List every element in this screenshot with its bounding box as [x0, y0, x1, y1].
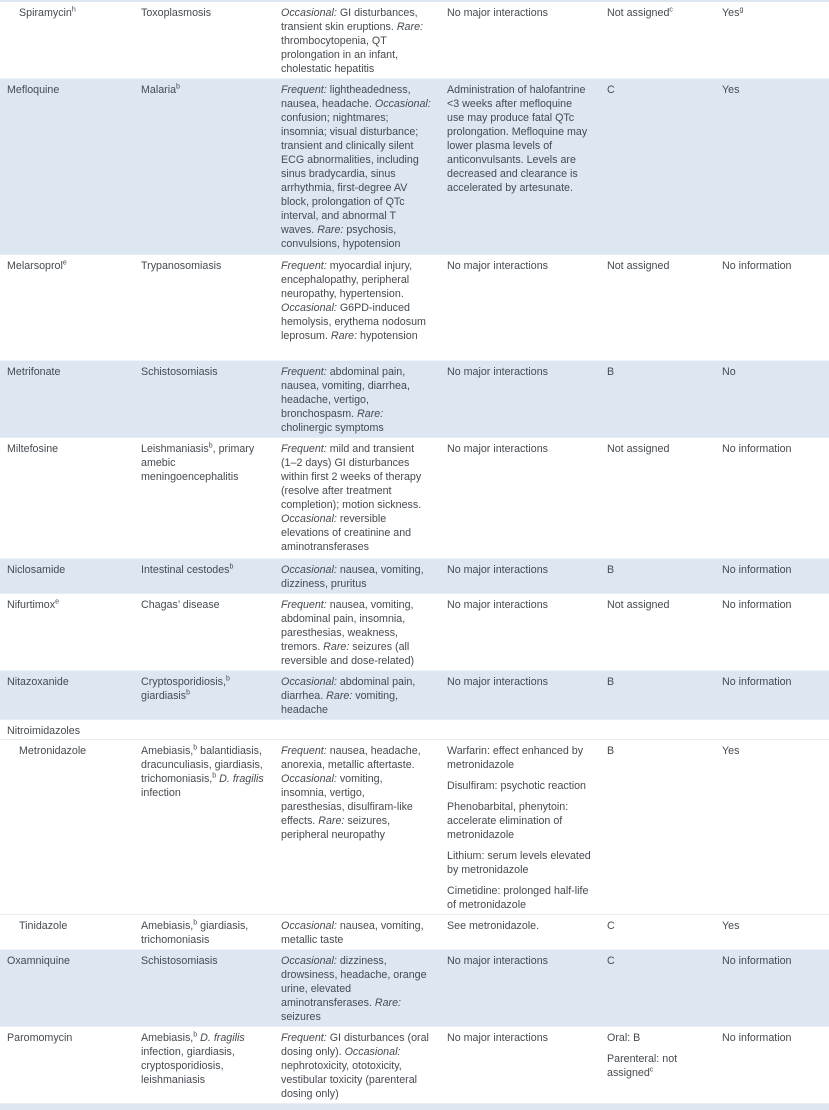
indication-cell: Toxoplasmosis [141, 7, 212, 19]
drug-name-cell: Nifurtimox$^e$ [7, 598, 60, 611]
indication-cell: Amebiasis,$^b$ giardiasis, trichomoniasis [141, 919, 249, 946]
adverse-effects-cell: Occasional: GI disturbances, transient skin eruptions. Rare: thrombocytopenia, QT prolongation in an infant, cholestatic hepatitis [281, 7, 423, 75]
table-row-melarsoprol [0, 254, 829, 360]
drug-interactions-cell: No major interactions [447, 7, 548, 19]
table-row-metrifonate [0, 360, 829, 437]
indication-cell: Leishmaniasis$^b$, primary amebic meningoencephalitis [141, 442, 255, 483]
pregnancy-category-cell: Not assigned [607, 599, 670, 611]
pregnancy-category-cell: B [607, 366, 615, 378]
drug-name-cell: Nitazoxanide [7, 676, 69, 688]
adverse-effects-cell: Occasional: dizziness, drowsiness, headache, orange urine, elevated aminotransferases. Rare: seizures [281, 955, 427, 1023]
breastfeeding-cell: Yes$^g$ [722, 6, 744, 19]
pregnancy-category-cell: B [607, 564, 615, 576]
drug-name-cell: Miltefosine [7, 443, 59, 455]
drug-interactions-cell: No major interactions [447, 599, 548, 611]
breastfeeding-cell [715, 720, 829, 739]
pregnancy-category-cell: B [607, 745, 615, 757]
drug-interactions-cell: No major interactions [447, 1032, 548, 1044]
indication-cell: Trypanosomiasis [141, 260, 222, 272]
indication-cell [134, 720, 274, 739]
adverse-effects-cell: Occasional: nausea, vomiting, dizziness, pruritus [281, 564, 424, 590]
pregnancy-category-cell [600, 720, 715, 739]
table-row-niclosamide [0, 558, 829, 593]
table-row-oxamniquine [0, 949, 829, 1026]
adverse-effects-cell: Occasional: abdominal pain, diarrhea. Rare: vomiting, headache [281, 676, 416, 716]
breastfeeding-cell: No information [722, 1032, 792, 1044]
indication-cell: Chagas’ disease [141, 599, 220, 611]
table-row-tinidazole [0, 914, 829, 949]
drug-name-cell: Metronidazole [19, 745, 87, 757]
indication-cell: Schistosomiasis [141, 366, 218, 378]
table-row-nitazoxanide [0, 670, 829, 719]
drug-interactions-cell: No major interactions [447, 955, 548, 967]
drug-name-cell: Melarsoprol$^e$ [7, 259, 67, 272]
drug-interactions-cell [440, 720, 600, 739]
pregnancy-category-cell: C [607, 955, 615, 967]
indication-cell: Amebiasis,$^b$ D. fragilis infection, giardiasis, cryptosporidiosis, leishmaniasis [141, 1031, 245, 1086]
adverse-effects-cell: Frequent: nausea, vomiting, abdominal pain, insomnia, paresthesias, weakness, tremors. Rare: seizures (all reversible and dose-related) [281, 599, 415, 667]
breastfeeding-cell: Yes [722, 920, 740, 932]
drug-interactions-cell: No major interactions [447, 260, 548, 272]
adverse-effects-cell: Frequent: myocardial injury, encephalopathy, peripheral neuropathy, hypertension. Occasional: G6PD-induced hemolysis, erythema nodosum leprosum. Rare: hypotension [281, 260, 426, 342]
indication-cell: Schistosomiasis [141, 955, 218, 967]
indication-cell: Intestinal cestodes$^b$ [141, 563, 234, 576]
pregnancy-category-cell: Not assigned [607, 443, 670, 455]
indication-cell: Cryptosporidiosis,$^b$ giardiasis$^b$ [141, 675, 230, 702]
drug-name-cell: Spiramycin$^h$ [19, 6, 76, 19]
breastfeeding-cell: No [722, 366, 736, 378]
drug-name-cell: Paromomycin [7, 1032, 73, 1044]
drug-interactions-cell: Warfarin: effect enhanced by metronidazole Disulfiram: psychotic reaction Phenobarbital, phenytoin: accelerate elimination of metronidazole Lithium: serum levels elevated by metronidazole Cimetidine: prolonged half-life of metronidazole [447, 745, 591, 911]
table-row-spiramycin [0, 2, 829, 78]
adverse-effects-cell: Frequent: nausea, headache, anorexia, metallic aftertaste. Occasional: vomiting, insomnia, vertigo, paresthesias, disulfiram-like effects. Rare: seizures, peripheral neuropathy [281, 745, 421, 841]
drug-name-cell: Tinidazole [19, 920, 68, 932]
table-row-nitroimidazoles-group [0, 719, 829, 739]
breastfeeding-cell: No information [722, 955, 792, 967]
pregnancy-category-cell: Oral: B Parenteral: not assigned$^c$ [607, 1032, 678, 1079]
drug-name-cell: Mefloquine [7, 84, 60, 96]
breastfeeding-cell: No information [722, 599, 792, 611]
drug-interactions-cell: No major interactions [447, 443, 548, 455]
pregnancy-category-cell: Not assigned [607, 260, 670, 272]
table-row-nifurtimox [0, 593, 829, 670]
breastfeeding-cell: No information [722, 564, 792, 576]
drug-interactions-cell: Administration of halofantrine <3 weeks after mefloquine use may produce fatal QTc prolongation. Mefloquine may lower plasma levels of anticonvulsants. Levels are decreased and clearance is accelerated by artesunate. [447, 84, 588, 194]
drug-interactions-cell: See metronidazole. [447, 920, 540, 932]
next-row-edge [0, 1103, 829, 1110]
table-row-paromomycin [0, 1026, 829, 1103]
breastfeeding-cell: No information [722, 443, 792, 455]
breastfeeding-cell: No information [722, 260, 792, 272]
table-row-metronidazole [0, 739, 829, 914]
drug-interactions-cell: No major interactions [447, 564, 548, 576]
adverse-effects-cell: Frequent: mild and transient (1–2 days) GI disturbances within first 2 weeks of therapy (resolve after treatment completion); motion sickness. Occasional: reversible elevations of creatinine and aminotransferases [281, 443, 422, 553]
indication-cell: Amebiasis,$^b$ balantidiasis, dracunculiasis, giardiasis, trichomoniasis,$^b$ D. fragilis infection [141, 744, 264, 799]
pregnancy-category-cell: B [607, 676, 615, 688]
drug-name-cell: Niclosamide [7, 564, 66, 576]
breastfeeding-cell: Yes [722, 84, 740, 96]
table-row-miltefosine [0, 437, 829, 558]
drug-interactions-cell: No major interactions [447, 366, 548, 378]
indication-cell: Malaria$^b$ [141, 83, 180, 96]
breastfeeding-cell: Yes [722, 745, 740, 757]
pregnancy-category-cell: Not assigned$^c$ [607, 6, 673, 19]
pregnancy-category-cell: C [607, 84, 615, 96]
antiparasitic-drug-table [0, 2, 829, 1103]
adverse-effects-cell: Frequent: abdominal pain, nausea, vomiting, diarrhea, headache, vertigo, bronchospasm. Rare: cholinergic symptoms [281, 366, 410, 434]
adverse-effects-cell: Frequent: lightheadedness, nausea, headache. Occasional: confusion; nightmares; insomnia; visual disturbance; transient and clinically silent ECG abnormalities, including sinus bradycardia, sinus arrhythmia, first-degree AV block, prolongation of QTc interval, and abnormal T waves. Rare: psychosis, convulsions, hypotension [281, 84, 431, 250]
adverse-effects-cell: Frequent: GI disturbances (oral dosing only). Occasional: nephrotoxicity, ototoxicity, vestibular toxicity (parenteral dosing only) [281, 1032, 429, 1100]
adverse-effects-cell: Occasional: nausea, vomiting, metallic taste [281, 920, 424, 946]
drug-name-cell: Oxamniquine [7, 955, 70, 967]
drug-name-cell: Metrifonate [7, 366, 61, 378]
drug-name-cell: Nitroimidazoles [7, 725, 81, 737]
breastfeeding-cell: No information [722, 676, 792, 688]
table-row-mefloquine [0, 78, 829, 254]
drug-interactions-cell: No major interactions [447, 676, 548, 688]
pregnancy-category-cell: C [607, 920, 615, 932]
adverse-effects-cell [274, 720, 440, 739]
